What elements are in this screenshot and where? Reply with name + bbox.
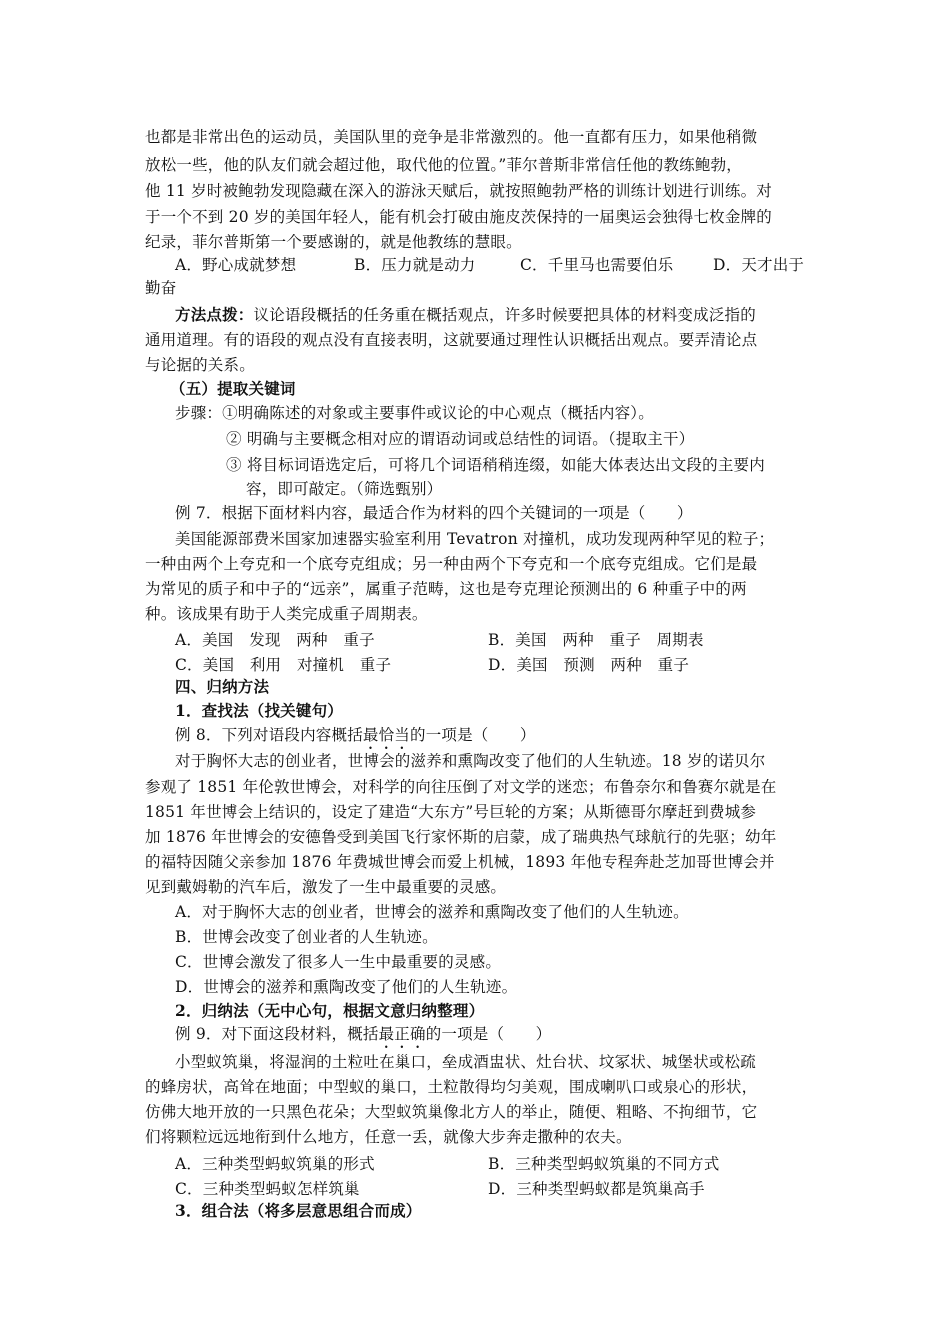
method-heading: 3．组合法（将多层意思组合而成） <box>175 1201 422 1220</box>
option-c: C．三种类型蚂蚁怎样筑巢 <box>175 1180 360 1198</box>
option-d: D．世博会的滋养和熏陶改变了他们的人生轨迹。 <box>175 978 518 996</box>
material-line: 对于胸怀大志的创业者，世博会的滋养和熏陶改变了他们的人生轨迹。18 岁的诺贝尔 <box>175 752 766 770</box>
method-tip-line <box>175 305 756 325</box>
paragraph-line: 他 11 岁时被鲍勃发现隐藏在深入的游泳天赋后，就按照鲍勃严格的训练计划进行训练。对 <box>145 182 772 200</box>
option-b: B．压力就是动力 <box>354 256 476 274</box>
emphasized-word: 最正确 <box>378 1025 426 1043</box>
paragraph-line: 也都是非常出色的运动员，美国队里的竞争是非常激烈的。他一直都有压力，如果他稍微 <box>145 128 758 146</box>
section-heading: 四、归纳方法 <box>175 677 270 696</box>
question-ex8 <box>175 725 536 753</box>
material-line: 小型蚁筑巢，将湿润的土粒吐在巢口，垒成酒盅状、灶台状、坟冢状、城堡状或松疏 <box>175 1053 756 1071</box>
question-text: 例 8．下列对语段内容概括 <box>175 726 363 744</box>
material-line: 见到戴姆勒的汽车后，激发了一生中最重要的灵感。 <box>145 878 507 896</box>
material-line: 1851 年世博会上结识的，设定了建造“大东方”号巨轮的方案；从斯德哥尔摩赶到费城参 <box>145 803 757 821</box>
option-a: A．美国 发现 两种 重子 <box>175 631 375 649</box>
method-tip-line: 通用道理。有的语段的观点没有直接表明，这就要通过理性认识概括出观点。要弄清论点 <box>145 331 758 349</box>
option-d: D．三种类型蚂蚁都是筑巢高手 <box>488 1180 705 1198</box>
material-line: 为常见的质子和中子的“远亲”，属重子范畴，这也是夸克理论预测出的 6 种重子中的两 <box>145 580 747 598</box>
option-a: A．三种类型蚂蚁筑巢的形式 <box>175 1155 375 1173</box>
emphasized-word: 最恰当 <box>362 726 410 744</box>
method-heading: 2．归纳法（无中心句，根据文意归纳整理） <box>175 1001 485 1020</box>
question-text: 的一项是（ ） <box>425 1025 552 1043</box>
method-tip-text: 议论语段概括的任务重在概括观点，许多时候要把具体的材料变成泛指的 <box>253 306 756 324</box>
option-c: C．美国 利用 对撞机 重子 <box>175 656 392 674</box>
method-heading: 1．查找法（找关键句） <box>175 701 343 720</box>
option-c: C．世博会激发了很多人一生中最重要的灵感。 <box>175 953 502 971</box>
option-b: B．三种类型蚂蚁筑巢的不同方式 <box>488 1155 720 1173</box>
question-ex7: 例 7．根据下面材料内容，最适合作为材料的四个关键词的一项是（ ） <box>175 504 693 522</box>
material-line: 们将颗粒远远地衔到什么地方，任意一丢，就像大步奔走撒种的农夫。 <box>145 1128 632 1146</box>
method-tip-label: 方法点拨： <box>175 305 254 324</box>
step-line: 步骤：①明确陈述的对象或主要事件或议论的中心观点（概括内容）。 <box>175 404 654 422</box>
material-line: 的福特因随父亲参加 1876 年费城世博会而爱上机械，1893 年他专程奔赴芝加哥世博会并 <box>145 853 775 871</box>
step-line: ② 明确与主要概念相对应的谓语动词或总结性的词语。（提取主干） <box>226 430 695 448</box>
option-c: C．千里马也需要伯乐 <box>520 256 674 274</box>
paragraph-line: 纪录，菲尔普斯第一个要感谢的，就是他教练的慧眼。 <box>145 233 522 251</box>
question-text: 的一项是（ ） <box>410 726 536 744</box>
option-a: A．对于胸怀大志的创业者，世博会的滋养和熏陶改变了他们的人生轨迹。 <box>175 903 689 921</box>
paragraph-line: 于一个不到 20 岁的美国年轻人，能有机会打破由施皮茨保持的一届奥运会独得七枚金牌的 <box>145 208 772 226</box>
option-d: D．天才出于 <box>713 256 805 274</box>
step-line: 容，即可敲定。（筛选甄别） <box>246 480 443 498</box>
material-line: 种。该成果有助于人类完成重子周期表。 <box>145 605 428 623</box>
question-text: 例 9．对下面这段材料，概括 <box>175 1025 379 1043</box>
step-line: ③ 将目标词语选定后，可将几个词语稍稍连缀，如能大体表达出文段的主要内 <box>226 456 765 474</box>
paragraph-line: 放松一些，他的队友们就会超过他，取代他的位置。”菲尔普斯非常信任他的教练鲍勃， <box>145 156 742 174</box>
option-b: B．世博会改变了创业者的人生轨迹。 <box>175 928 438 946</box>
option-b: B．美国 两种 重子 周期表 <box>488 631 704 649</box>
material-line: 美国能源部费米国家加速器实验室利用 Tevatron 对撞机，成功发现两种罕见的粒子； <box>175 530 775 548</box>
material-line: 加 1876 年世博会的安德鲁受到美国飞行家怀斯的启蒙，成了瑞典热气球航行的先驱；幼年 <box>145 828 777 846</box>
material-line: 一种由两个上夸克和一个底夸克组成；另一种由两个下夸克和一个底夸克组成。它们是最 <box>145 555 758 573</box>
method-tip-line: 与论据的关系。 <box>145 356 255 374</box>
section-heading: （五）提取关键词 <box>170 379 296 398</box>
option-d-continued: 勤奋 <box>145 279 177 297</box>
material-line: 仿佛大地开放的一只黑色花朵；大型蚁筑巢像北方人的举止，随便、粗略、不拘细节，它 <box>145 1103 758 1121</box>
material-line: 的蜂房状，高耸在地面；中型蚁的巢口，土粒散得均匀美观，围成喇叭口或泉心的形状， <box>145 1078 758 1096</box>
option-d: D．美国 预测 两种 重子 <box>488 656 690 674</box>
question-ex9 <box>175 1024 551 1052</box>
option-a: A．野心成就梦想 <box>175 256 297 274</box>
material-line: 参观了 1851 年伦敦世博会，对科学的向往压倒了对文学的迷恋；布鲁奈尔和鲁赛尔就是在 <box>145 778 777 796</box>
